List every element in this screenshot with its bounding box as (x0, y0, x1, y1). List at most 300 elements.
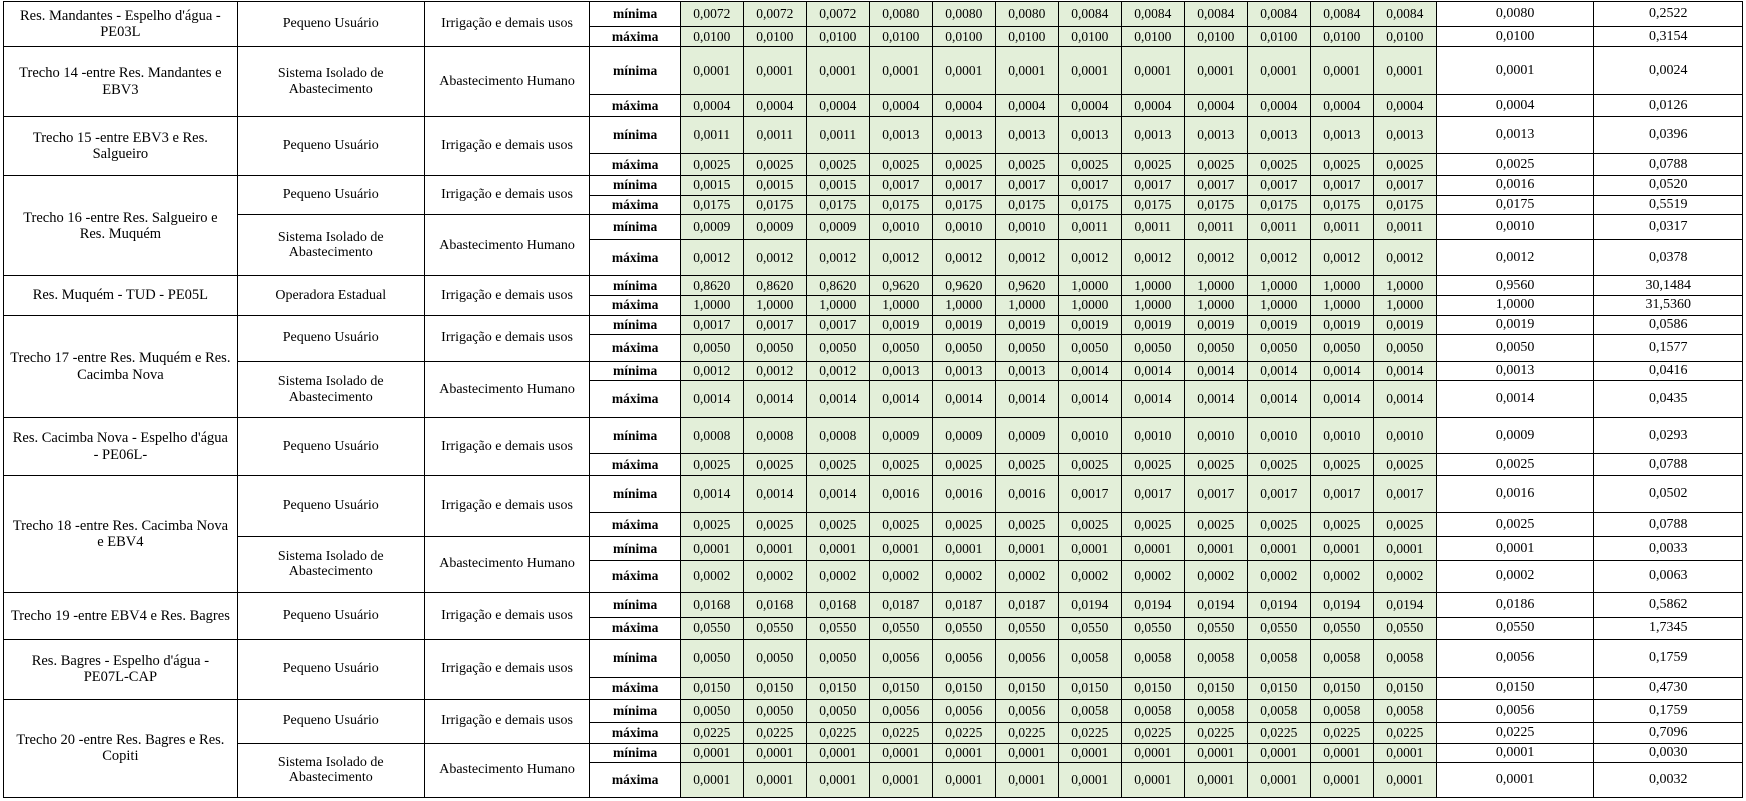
monthly-flow-cell: 0,0187 (869, 592, 932, 617)
monthly-flow-cell: 0,0168 (680, 592, 743, 617)
annual-volume-cell: 0,0024 (1594, 46, 1743, 94)
monthly-flow-cell: 0,0001 (995, 743, 1058, 763)
monthly-flow-cell: 0,0550 (995, 617, 1058, 639)
bound-label-cell: máxima (590, 195, 680, 215)
monthly-flow-cell: 0,0001 (1373, 46, 1436, 94)
monthly-flow-cell: 1,0000 (1373, 276, 1436, 296)
monthly-flow-cell: 1,0000 (1373, 296, 1436, 316)
monthly-flow-cell: 0,8620 (743, 276, 806, 296)
monthly-flow-cell: 0,0225 (806, 722, 869, 743)
monthly-flow-cell: 0,0013 (1247, 117, 1310, 154)
stretch-name-cell: Trecho 19 -entre EBV4 e Res. Bagres (4, 592, 238, 639)
monthly-flow-cell: 0,0001 (1121, 763, 1184, 798)
monthly-flow-cell: 0,0150 (869, 677, 932, 699)
monthly-flow-cell: 0,0001 (869, 743, 932, 763)
monthly-flow-cell: 0,0058 (1058, 699, 1121, 722)
annual-volume-cell: 0,0502 (1594, 476, 1743, 513)
monthly-flow-cell: 0,0013 (932, 117, 995, 154)
monthly-flow-cell: 0,0050 (680, 639, 743, 677)
average-flow-cell: 0,0001 (1436, 763, 1594, 798)
monthly-flow-cell: 0,0080 (995, 2, 1058, 27)
monthly-flow-cell: 0,0017 (1373, 176, 1436, 196)
usage-cell: Irrigação e demais usos (424, 2, 590, 47)
monthly-flow-cell: 1,0000 (1121, 296, 1184, 316)
monthly-flow-cell: 0,0025 (680, 154, 743, 176)
annual-volume-cell: 0,0788 (1594, 154, 1743, 176)
stretch-name-cell: Trecho 16 -entre Res. Salgueiro e Res. Muquém (4, 176, 238, 276)
usage-cell: Irrigação e demais usos (424, 117, 590, 176)
monthly-flow-cell: 0,0015 (743, 176, 806, 196)
monthly-flow-cell: 0,0011 (806, 117, 869, 154)
bound-label-cell: máxima (590, 722, 680, 743)
monthly-flow-cell: 0,0014 (932, 381, 995, 418)
monthly-flow-cell: 0,0009 (680, 215, 743, 239)
monthly-flow-cell: 0,0056 (932, 699, 995, 722)
monthly-flow-cell: 0,0175 (932, 195, 995, 215)
monthly-flow-cell: 0,0002 (743, 561, 806, 592)
table-body (4, 2, 1743, 798)
monthly-flow-cell: 0,0014 (1373, 381, 1436, 418)
monthly-flow-cell: 0,0001 (1247, 763, 1310, 798)
monthly-flow-cell: 0,0084 (1310, 2, 1373, 27)
bound-label-cell: máxima (590, 381, 680, 418)
monthly-flow-cell: 0,0001 (743, 537, 806, 561)
user-type-cell: Pequeno Usuário (237, 117, 424, 176)
usage-cell: Abastecimento Humano (424, 46, 590, 116)
stretch-name-cell: Trecho 20 -entre Res. Bagres e Res. Copiti (4, 699, 238, 797)
monthly-flow-cell: 0,0194 (1121, 592, 1184, 617)
monthly-flow-cell: 0,0008 (680, 418, 743, 454)
annual-volume-cell: 0,0435 (1594, 381, 1743, 418)
monthly-flow-cell: 0,0175 (869, 195, 932, 215)
monthly-flow-cell: 0,0025 (1310, 454, 1373, 476)
monthly-flow-cell: 1,0000 (743, 296, 806, 316)
average-flow-cell: 0,0001 (1436, 46, 1594, 94)
monthly-flow-cell: 1,0000 (1121, 276, 1184, 296)
stretch-name-cell: Res. Muquém - TUD - PE05L (4, 276, 238, 315)
monthly-flow-cell: 0,0004 (743, 95, 806, 117)
usage-cell: Irrigação e demais usos (424, 315, 590, 361)
monthly-flow-cell: 1,0000 (680, 296, 743, 316)
monthly-flow-cell: 0,0014 (1373, 361, 1436, 381)
bound-label-cell: máxima (590, 512, 680, 536)
monthly-flow-cell: 0,0014 (869, 381, 932, 418)
monthly-flow-cell: 0,0025 (1373, 154, 1436, 176)
annual-volume-cell: 0,1577 (1594, 335, 1743, 362)
monthly-flow-cell: 0,0009 (932, 418, 995, 454)
bound-label-cell: máxima (590, 296, 680, 316)
monthly-flow-cell: 0,0050 (806, 335, 869, 362)
table-row (4, 361, 1743, 381)
bound-label-cell: mínima (590, 639, 680, 677)
monthly-flow-cell: 0,0025 (743, 454, 806, 476)
monthly-flow-cell: 0,9620 (995, 276, 1058, 296)
monthly-flow-cell: 0,0150 (932, 677, 995, 699)
monthly-flow-cell: 0,0025 (743, 512, 806, 536)
bound-label-cell: mínima (590, 215, 680, 239)
monthly-flow-cell: 0,0004 (995, 95, 1058, 117)
bound-label-cell: mínima (590, 418, 680, 454)
table-row (4, 699, 1743, 722)
monthly-flow-cell: 0,0019 (869, 315, 932, 335)
monthly-flow-cell: 0,0002 (869, 561, 932, 592)
monthly-flow-cell: 1,0000 (1310, 276, 1373, 296)
annual-volume-cell: 0,0416 (1594, 361, 1743, 381)
bound-label-cell: mínima (590, 592, 680, 617)
monthly-flow-cell: 0,0009 (995, 418, 1058, 454)
monthly-flow-cell: 0,0009 (869, 418, 932, 454)
monthly-flow-cell: 0,0002 (806, 561, 869, 592)
monthly-flow-cell: 0,0012 (995, 239, 1058, 276)
monthly-flow-cell: 0,0050 (1184, 335, 1247, 362)
monthly-flow-cell: 1,0000 (1184, 276, 1247, 296)
monthly-flow-cell: 0,0014 (680, 381, 743, 418)
average-flow-cell: 1,0000 (1436, 296, 1594, 316)
monthly-flow-cell: 0,0011 (1184, 215, 1247, 239)
monthly-flow-cell: 0,0025 (1310, 154, 1373, 176)
bound-label-cell: mínima (590, 743, 680, 763)
user-type-cell: Sistema Isolado de Abastecimento (237, 743, 424, 797)
monthly-flow-cell: 0,0100 (1121, 27, 1184, 47)
monthly-flow-cell: 0,0016 (995, 476, 1058, 513)
monthly-flow-cell: 0,0016 (869, 476, 932, 513)
monthly-flow-cell: 0,0025 (995, 454, 1058, 476)
monthly-flow-cell: 0,0080 (932, 2, 995, 27)
monthly-flow-cell: 0,0050 (743, 639, 806, 677)
monthly-flow-cell: 0,0025 (1310, 512, 1373, 536)
monthly-flow-cell: 0,0001 (1310, 46, 1373, 94)
monthly-flow-cell: 0,0001 (869, 46, 932, 94)
annual-volume-cell: 0,0126 (1594, 95, 1743, 117)
monthly-flow-cell: 0,0013 (932, 361, 995, 381)
monthly-flow-cell: 0,0011 (743, 117, 806, 154)
monthly-flow-cell: 0,0225 (995, 722, 1058, 743)
monthly-flow-cell: 0,0017 (1121, 476, 1184, 513)
table-row (4, 476, 1743, 513)
usage-cell: Irrigação e demais usos (424, 476, 590, 537)
monthly-flow-cell: 0,0010 (1121, 418, 1184, 454)
table-row (4, 315, 1743, 335)
average-flow-cell: 0,0004 (1436, 95, 1594, 117)
monthly-flow-cell: 0,0012 (1247, 239, 1310, 276)
bound-label-cell: mínima (590, 2, 680, 27)
monthly-flow-cell: 0,0017 (1058, 476, 1121, 513)
stretch-name-cell: Res. Cacimba Nova - Espelho d'água - PE06L- (4, 418, 238, 476)
annual-volume-cell: 0,0032 (1594, 763, 1743, 798)
monthly-flow-cell: 0,0010 (869, 215, 932, 239)
usage-cell: Irrigação e demais usos (424, 699, 590, 743)
table-row (4, 639, 1743, 677)
monthly-flow-cell: 0,0056 (995, 699, 1058, 722)
average-flow-cell: 0,0080 (1436, 2, 1594, 27)
monthly-flow-cell: 0,0019 (1058, 315, 1121, 335)
monthly-flow-cell: 0,0550 (1121, 617, 1184, 639)
monthly-flow-cell: 0,0550 (1058, 617, 1121, 639)
annual-volume-cell: 0,2522 (1594, 2, 1743, 27)
table-row (4, 537, 1743, 561)
user-type-cell: Pequeno Usuário (237, 639, 424, 699)
monthly-flow-cell: 0,0025 (680, 512, 743, 536)
monthly-flow-cell: 0,0001 (1184, 537, 1247, 561)
monthly-flow-cell: 0,0010 (932, 215, 995, 239)
user-type-cell: Pequeno Usuário (237, 699, 424, 743)
monthly-flow-cell: 0,0010 (1373, 418, 1436, 454)
annual-volume-cell: 0,0293 (1594, 418, 1743, 454)
monthly-flow-cell: 0,0017 (680, 315, 743, 335)
monthly-flow-cell: 0,0025 (932, 512, 995, 536)
monthly-flow-cell: 0,0025 (1121, 454, 1184, 476)
monthly-flow-cell: 0,0080 (869, 2, 932, 27)
average-flow-cell: 0,0010 (1436, 215, 1594, 239)
monthly-flow-cell: 0,0012 (743, 361, 806, 381)
monthly-flow-cell: 0,0025 (1184, 154, 1247, 176)
monthly-flow-cell: 0,9620 (869, 276, 932, 296)
monthly-flow-cell: 0,0194 (1184, 592, 1247, 617)
monthly-flow-cell: 0,0100 (1247, 27, 1310, 47)
monthly-flow-cell: 0,0175 (995, 195, 1058, 215)
monthly-flow-cell: 0,0168 (806, 592, 869, 617)
monthly-flow-cell: 0,0013 (1058, 117, 1121, 154)
monthly-flow-cell: 0,0001 (1058, 763, 1121, 798)
bound-label-cell: máxima (590, 763, 680, 798)
bound-label-cell: mínima (590, 361, 680, 381)
user-type-cell: Pequeno Usuário (237, 418, 424, 476)
monthly-flow-cell: 0,0058 (1121, 699, 1184, 722)
bound-label-cell: mínima (590, 176, 680, 196)
monthly-flow-cell: 0,0550 (680, 617, 743, 639)
monthly-flow-cell: 0,0058 (1184, 639, 1247, 677)
annual-volume-cell: 1,7345 (1594, 617, 1743, 639)
monthly-flow-cell: 0,0084 (1058, 2, 1121, 27)
monthly-flow-cell: 0,0001 (680, 763, 743, 798)
monthly-flow-cell: 0,0058 (1247, 699, 1310, 722)
monthly-flow-cell: 0,0019 (1373, 315, 1436, 335)
monthly-flow-cell: 0,0012 (680, 239, 743, 276)
monthly-flow-cell: 0,0025 (1058, 512, 1121, 536)
usage-cell: Abastecimento Humano (424, 537, 590, 592)
average-flow-cell: 0,0225 (1436, 722, 1594, 743)
monthly-flow-cell: 0,0017 (1058, 176, 1121, 196)
monthly-flow-cell: 0,0001 (806, 46, 869, 94)
monthly-flow-cell: 0,0012 (680, 361, 743, 381)
monthly-flow-cell: 0,0001 (680, 537, 743, 561)
annual-volume-cell: 0,0030 (1594, 743, 1743, 763)
monthly-flow-cell: 0,0175 (1247, 195, 1310, 215)
stretch-name-cell: Trecho 17 -entre Res. Muquém e Res. Cacimba Nova (4, 315, 238, 418)
monthly-flow-cell: 0,0175 (1184, 195, 1247, 215)
monthly-flow-cell: 0,0050 (743, 335, 806, 362)
monthly-flow-cell: 0,0025 (1373, 512, 1436, 536)
monthly-flow-cell: 0,0011 (680, 117, 743, 154)
monthly-flow-cell: 0,0050 (932, 335, 995, 362)
bound-label-cell: mínima (590, 276, 680, 296)
table-row (4, 2, 1743, 27)
monthly-flow-cell: 0,0010 (1058, 418, 1121, 454)
user-type-cell: Sistema Isolado de Abastecimento (237, 46, 424, 116)
monthly-flow-cell: 0,0010 (1184, 418, 1247, 454)
monthly-flow-cell: 0,0001 (932, 763, 995, 798)
monthly-flow-cell: 0,0058 (1184, 699, 1247, 722)
monthly-flow-cell: 0,0008 (743, 418, 806, 454)
average-flow-cell: 0,0100 (1436, 27, 1594, 47)
monthly-flow-cell: 0,0014 (1184, 381, 1247, 418)
monthly-flow-cell: 0,0058 (1247, 639, 1310, 677)
monthly-flow-cell: 0,0056 (869, 699, 932, 722)
monthly-flow-cell: 0,0002 (995, 561, 1058, 592)
monthly-flow-cell: 0,0014 (1310, 361, 1373, 381)
monthly-flow-cell: 0,0009 (743, 215, 806, 239)
monthly-flow-cell: 0,0100 (806, 27, 869, 47)
monthly-flow-cell: 0,0050 (743, 699, 806, 722)
annual-volume-cell: 0,0586 (1594, 315, 1743, 335)
monthly-flow-cell: 0,0014 (1121, 381, 1184, 418)
monthly-flow-cell: 0,0025 (1373, 454, 1436, 476)
monthly-flow-cell: 0,0004 (1184, 95, 1247, 117)
monthly-flow-cell: 0,0001 (1184, 46, 1247, 94)
monthly-flow-cell: 0,0001 (1373, 537, 1436, 561)
monthly-flow-cell: 0,0013 (869, 361, 932, 381)
monthly-flow-cell: 0,0001 (995, 537, 1058, 561)
average-flow-cell: 0,0025 (1436, 512, 1594, 536)
monthly-flow-cell: 0,0058 (1058, 639, 1121, 677)
monthly-flow-cell: 0,0100 (932, 27, 995, 47)
average-flow-cell: 0,0025 (1436, 454, 1594, 476)
monthly-flow-cell: 0,0002 (1247, 561, 1310, 592)
bound-label-cell: mínima (590, 537, 680, 561)
usage-cell: Irrigação e demais usos (424, 176, 590, 215)
monthly-flow-cell: 0,0001 (743, 763, 806, 798)
monthly-flow-cell: 0,0025 (1247, 454, 1310, 476)
monthly-flow-cell: 0,0012 (1310, 239, 1373, 276)
monthly-flow-cell: 1,0000 (995, 296, 1058, 316)
monthly-flow-cell: 0,0019 (932, 315, 995, 335)
annual-volume-cell: 0,4730 (1594, 677, 1743, 699)
annual-volume-cell: 0,0033 (1594, 537, 1743, 561)
monthly-flow-cell: 0,0175 (1058, 195, 1121, 215)
monthly-flow-cell: 0,0025 (932, 454, 995, 476)
monthly-flow-cell: 0,0150 (1121, 677, 1184, 699)
table-row (4, 743, 1743, 763)
monthly-flow-cell: 0,0010 (1247, 418, 1310, 454)
monthly-flow-cell: 0,0225 (680, 722, 743, 743)
monthly-flow-cell: 0,0017 (1373, 476, 1436, 513)
monthly-flow-cell: 0,0019 (995, 315, 1058, 335)
monthly-flow-cell: 0,0014 (743, 476, 806, 513)
annual-volume-cell: 30,1484 (1594, 276, 1743, 296)
monthly-flow-cell: 0,0025 (1058, 154, 1121, 176)
table-row (4, 418, 1743, 454)
monthly-flow-cell: 0,0050 (680, 699, 743, 722)
monthly-flow-cell: 0,0001 (680, 46, 743, 94)
average-flow-cell: 0,0050 (1436, 335, 1594, 362)
monthly-flow-cell: 0,0175 (680, 195, 743, 215)
monthly-flow-cell: 0,0014 (1247, 361, 1310, 381)
average-flow-cell: 0,0186 (1436, 592, 1594, 617)
monthly-flow-cell: 0,0001 (1310, 763, 1373, 798)
monthly-flow-cell: 1,0000 (1184, 296, 1247, 316)
monthly-flow-cell: 0,0550 (1310, 617, 1373, 639)
monthly-flow-cell: 0,0225 (932, 722, 995, 743)
monthly-flow-cell: 0,0015 (806, 176, 869, 196)
usage-cell: Abastecimento Humano (424, 743, 590, 797)
monthly-flow-cell: 0,0004 (1310, 95, 1373, 117)
monthly-flow-cell: 0,0025 (1184, 512, 1247, 536)
monthly-flow-cell: 0,0012 (1184, 239, 1247, 276)
monthly-flow-cell: 0,0225 (743, 722, 806, 743)
monthly-flow-cell: 0,0019 (1184, 315, 1247, 335)
monthly-flow-cell: 0,0017 (995, 176, 1058, 196)
monthly-flow-cell: 0,0013 (1184, 117, 1247, 154)
monthly-flow-cell: 0,0150 (1247, 677, 1310, 699)
monthly-flow-cell: 0,0001 (932, 537, 995, 561)
monthly-flow-cell: 1,0000 (1247, 276, 1310, 296)
monthly-flow-cell: 0,0072 (743, 2, 806, 27)
monthly-flow-cell: 0,0550 (1247, 617, 1310, 639)
annual-volume-cell: 31,5360 (1594, 296, 1743, 316)
monthly-flow-cell: 1,0000 (869, 296, 932, 316)
monthly-flow-cell: 0,0150 (1184, 677, 1247, 699)
monthly-flow-cell: 0,0001 (1247, 537, 1310, 561)
monthly-flow-cell: 0,0225 (1058, 722, 1121, 743)
bound-label-cell: máxima (590, 561, 680, 592)
monthly-flow-cell: 0,0150 (1373, 677, 1436, 699)
monthly-flow-cell: 0,0011 (1247, 215, 1310, 239)
monthly-flow-cell: 0,0017 (869, 176, 932, 196)
stretch-name-cell: Res. Mandantes - Espelho d'água - PE03L (4, 2, 238, 47)
average-flow-cell: 0,0016 (1436, 476, 1594, 513)
monthly-flow-cell: 0,0058 (1310, 639, 1373, 677)
user-type-cell: Sistema Isolado de Abastecimento (237, 361, 424, 418)
monthly-flow-cell: 0,0100 (1058, 27, 1121, 47)
monthly-flow-cell: 0,0019 (1247, 315, 1310, 335)
monthly-flow-cell: 0,0150 (680, 677, 743, 699)
monthly-flow-cell: 0,0025 (1247, 512, 1310, 536)
monthly-flow-cell: 0,0168 (743, 592, 806, 617)
user-type-cell: Operadora Estadual (237, 276, 424, 315)
monthly-flow-cell: 0,0010 (1310, 418, 1373, 454)
monthly-flow-cell: 0,0056 (869, 639, 932, 677)
monthly-flow-cell: 0,0025 (806, 512, 869, 536)
annual-volume-cell: 0,0396 (1594, 117, 1743, 154)
average-flow-cell: 0,0002 (1436, 561, 1594, 592)
monthly-flow-cell: 0,0008 (806, 418, 869, 454)
monthly-flow-cell: 0,0194 (1310, 592, 1373, 617)
monthly-flow-cell: 0,0050 (1058, 335, 1121, 362)
monthly-flow-cell: 0,0004 (1121, 95, 1184, 117)
monthly-flow-cell: 0,0014 (1058, 361, 1121, 381)
average-flow-cell: 0,0012 (1436, 239, 1594, 276)
bound-label-cell: máxima (590, 454, 680, 476)
monthly-flow-cell: 0,0001 (1058, 537, 1121, 561)
annual-volume-cell: 0,5519 (1594, 195, 1743, 215)
monthly-flow-cell: 0,0001 (995, 763, 1058, 798)
monthly-flow-cell: 0,0002 (1373, 561, 1436, 592)
monthly-flow-cell: 0,0072 (680, 2, 743, 27)
user-type-cell: Pequeno Usuário (237, 176, 424, 215)
monthly-flow-cell: 0,0001 (869, 537, 932, 561)
monthly-flow-cell: 1,0000 (806, 296, 869, 316)
monthly-flow-cell: 0,0225 (1310, 722, 1373, 743)
monthly-flow-cell: 0,0013 (1121, 117, 1184, 154)
user-type-cell: Pequeno Usuário (237, 592, 424, 639)
monthly-flow-cell: 0,0225 (1373, 722, 1436, 743)
monthly-flow-cell: 0,0011 (1373, 215, 1436, 239)
monthly-flow-cell: 0,0150 (1058, 677, 1121, 699)
usage-cell: Abastecimento Humano (424, 215, 590, 276)
monthly-flow-cell: 0,0001 (1121, 46, 1184, 94)
monthly-flow-cell: 0,0017 (1184, 176, 1247, 196)
monthly-flow-cell: 0,0004 (680, 95, 743, 117)
